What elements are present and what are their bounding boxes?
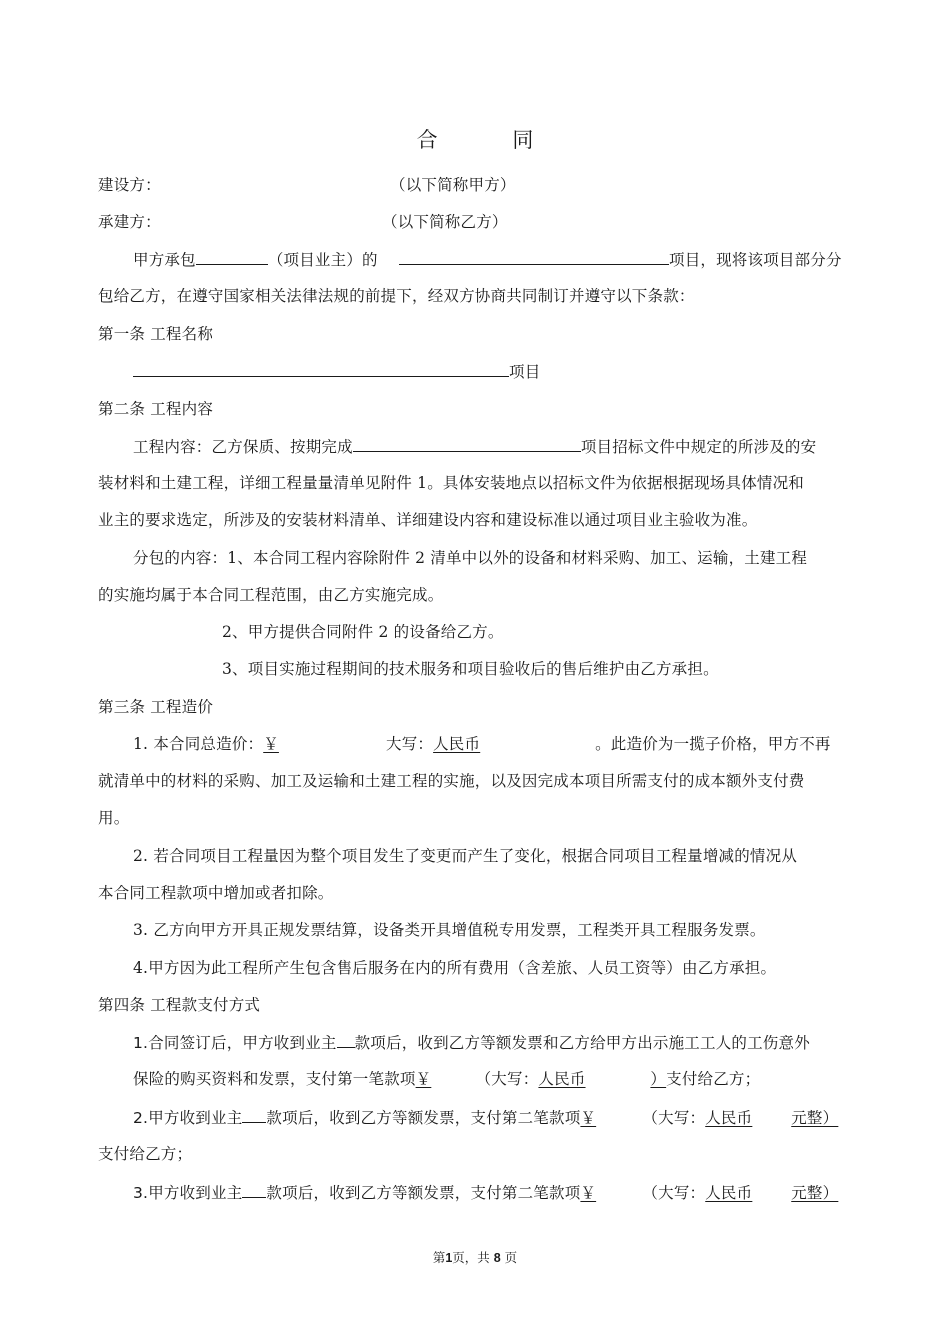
- payment-3-number: 3.: [133, 1184, 149, 1202]
- article-1-heading: 第一条 工程名称: [98, 325, 214, 343]
- content-project-blank: [353, 435, 581, 452]
- payment-2-text-b: 款项后，收到乙方等额发票，支付第二笔款项: [266, 1109, 581, 1127]
- payment-3-line-1: [133, 1181, 838, 1204]
- article-2-heading: 第二条 工程内容: [98, 400, 214, 418]
- payment-3-text-b: 款项后，收到乙方等额发票，支付第二笔款项: [266, 1184, 581, 1202]
- payment-2-line-1: [133, 1106, 838, 1129]
- intro-text-3: 项目，现将该项目部分分: [669, 251, 842, 269]
- payment-2-text-a: 甲方收到业主: [148, 1109, 243, 1127]
- payment-3-text-a: 甲方收到业主: [148, 1184, 243, 1202]
- payment-3-capital-field: 人民币: [705, 1184, 753, 1202]
- payment-3-yuan: 元整）: [791, 1184, 839, 1202]
- article-2-content-2: 装材料和土建工程，详细工程量量清单见附件 1。具体安装地点以招标文件为依据根据现场具体情况和: [98, 474, 804, 492]
- current-page-number: 1: [445, 1251, 453, 1265]
- article-1-suffix: 项目: [509, 363, 541, 381]
- article-3-item-1d: 用。: [98, 809, 130, 827]
- payment-1-text-d: 支付给乙方；: [666, 1070, 761, 1088]
- intro-line-1b: [399, 248, 842, 271]
- payment-1-line-1: [133, 1031, 810, 1054]
- party-a-label: 建设方：: [98, 176, 161, 194]
- intro-line-1: [133, 248, 378, 271]
- payment-1-close: ）: [650, 1070, 667, 1088]
- total-price-field: ￥: [263, 735, 279, 753]
- intro-text-1: 甲方承包: [133, 251, 196, 269]
- payment-1-text-a: 合同签订后，甲方收到业主: [148, 1034, 337, 1052]
- article-3-item-1a: [133, 733, 357, 755]
- payment-1-capital-field: 人民币: [538, 1070, 586, 1088]
- article-2-sub-1: 分包的内容：1、本合同工程内容除附件 2 清单中以外的设备和材料采购、加工、运输，土建工程: [133, 549, 808, 567]
- document-title: 合 同: [416, 128, 568, 152]
- project-blank: [399, 248, 669, 265]
- intro-line-2: 包给乙方，在遵守国家相关法律法规的前提下，经双方协商共同制订并遵守以下条款：: [98, 287, 695, 305]
- payment-1-text-c: 保险的购买资料和发票，支付第一笔款项: [133, 1070, 416, 1088]
- payment-2-capital-field: 人民币: [705, 1109, 753, 1127]
- payment-1-number: 1.: [133, 1034, 149, 1052]
- article-2-content-1: [133, 435, 816, 458]
- owner-blank: [196, 248, 268, 265]
- payment-1-capital-label: （大写：: [475, 1070, 539, 1088]
- footer-middle: 页，共: [452, 1250, 494, 1265]
- payment-2-yuan: 元整）: [791, 1109, 839, 1127]
- payment-2-owner-blank: [242, 1106, 266, 1123]
- content-text-a: 工程内容：乙方保质、按期完成: [133, 438, 353, 456]
- capital-amount-field: 人民币: [433, 735, 481, 753]
- capital-label: 大写：: [386, 735, 434, 753]
- article-3-item-1b: [386, 733, 831, 755]
- article-3-item-1c: 就清单中的材料的采购、加工及运输和土建工程的实施，以及因完成本项目所需支付的成本额外支付费: [98, 772, 805, 790]
- payment-3-owner-blank: [242, 1181, 266, 1198]
- total-price-label: 1. 本合同总造价：: [133, 735, 264, 753]
- article-2-content-3: 业主的要求选定，所涉及的安装材料清单、详细建设内容和建设标准以通过项目业主验收为准。: [98, 511, 758, 529]
- article-3-item-2b: 本合同工程款项中增加或者扣除。: [98, 884, 334, 902]
- article-3-item-3: 3. 乙方向甲方开具正规发票结算，设备类开具增值税专用发票，工程类开具工程服务发票。: [133, 921, 766, 939]
- article-1-line: [133, 360, 540, 383]
- article-3-item-1-tail: 。此造价为一揽子价格，甲方不再: [595, 735, 831, 753]
- payment-3-capital-label: （大写：: [642, 1184, 706, 1202]
- party-b-label: 承建方：: [98, 213, 161, 231]
- article-2-sub-3: 2、甲方提供合同附件 2 的设备给乙方。: [222, 623, 504, 641]
- article-2-sub-2: 的实施均属于本合同工程范围，由乙方实施完成。: [98, 586, 444, 604]
- payment-1-owner-blank: [337, 1031, 355, 1048]
- total-page-number: 8: [493, 1251, 501, 1265]
- intro-text-2: （项目业主）的: [267, 251, 378, 269]
- article-3-heading: 第三条 工程造价: [98, 698, 214, 716]
- payment-3-amount-field: ￥: [580, 1184, 597, 1202]
- payment-2-capital-label: （大写：: [642, 1109, 706, 1127]
- payment-2-line-2: 支付给乙方；: [98, 1145, 193, 1163]
- page-footer: [0, 1248, 950, 1266]
- payment-1-amount-field: ￥: [415, 1070, 432, 1088]
- party-b-note: （以下简称乙方）: [382, 213, 508, 231]
- footer-prefix: 第: [432, 1250, 446, 1265]
- payment-1-line-2: [133, 1068, 760, 1090]
- footer-suffix: 页: [500, 1250, 518, 1265]
- article-3-item-4: 4.甲方因为此工程所产生包含售后服务在内的所有费用（含差旅、人员工资等）由乙方承担。: [133, 959, 777, 977]
- content-text-b: 项目招标文件中规定的所涉及的安: [580, 438, 817, 456]
- party-a-note: （以下简称甲方）: [390, 176, 516, 194]
- article-3-item-2a: 2. 若合同项目工程量因为整个项目发生了变更而产生了变化，根据合同项目工程量增减的情况从: [133, 847, 798, 865]
- payment-1-text-b: 款项后，收到乙方等额发票和乙方给甲方出示施工工人的工伤意外: [354, 1034, 810, 1052]
- payment-2-number: 2.: [133, 1109, 149, 1127]
- project-name-blank: [133, 360, 509, 377]
- article-4-heading: 第四条 工程款支付方式: [98, 996, 261, 1014]
- article-2-sub-4: 3、项目实施过程期间的技术服务和项目验收后的售后维护由乙方承担。: [222, 660, 719, 678]
- payment-2-amount-field: ￥: [580, 1109, 597, 1127]
